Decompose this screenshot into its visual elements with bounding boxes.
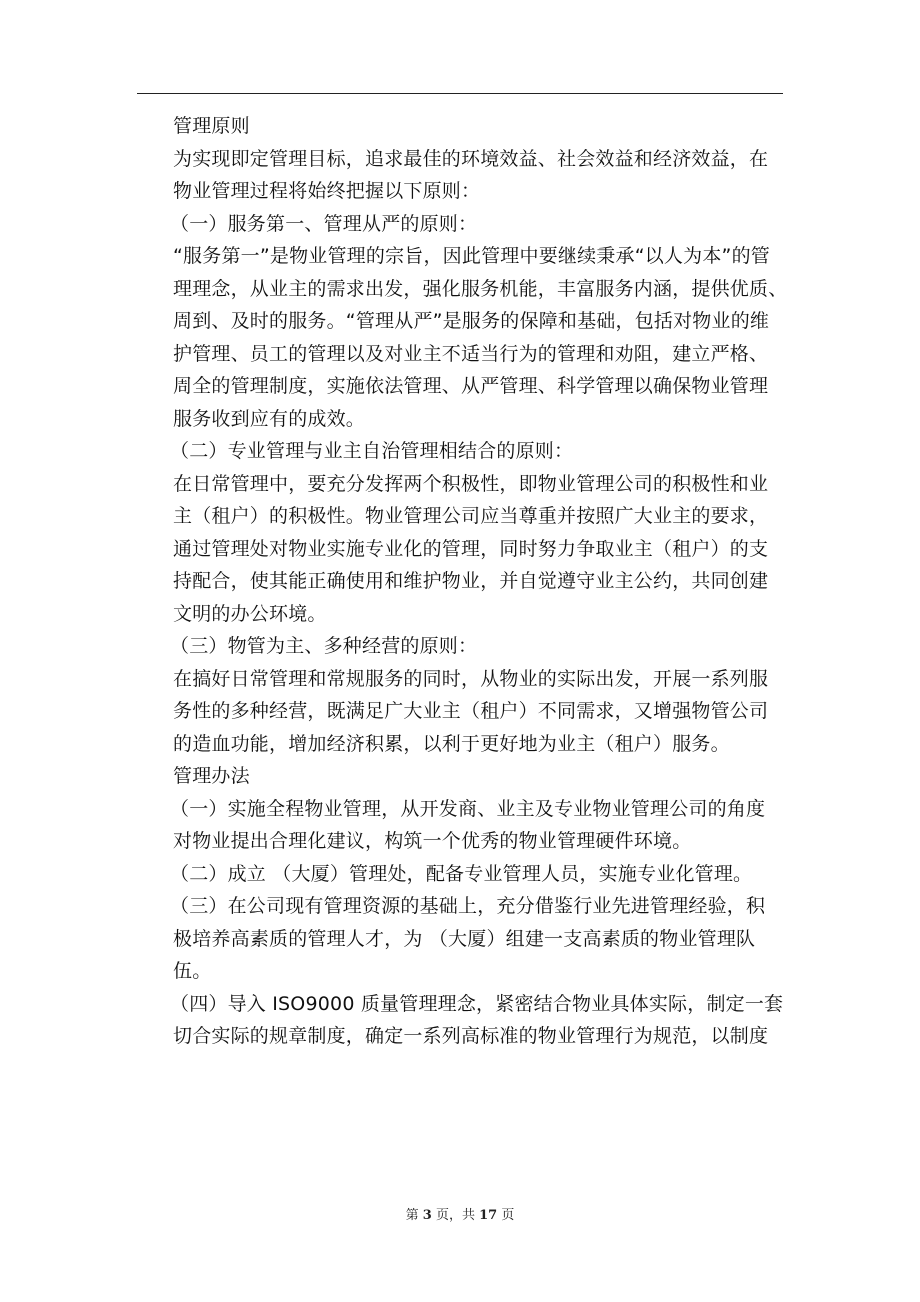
paragraph-line: 在日常管理中，要充分发挥两个积极性，即物业管理公司的积极性和业 xyxy=(173,472,769,495)
document-body xyxy=(170,110,788,1053)
footer-middle: 页，共 xyxy=(431,1208,480,1223)
paragraph-line: 在搞好日常管理和常规服务的同时，从物业的实际出发，开展一系列服 xyxy=(173,667,769,690)
paragraph-line: （四）导入 ISO9000 质量管理理念，紧密结合物业具体实际，制定一套 xyxy=(170,992,784,1015)
paragraph-line: 理理念，从业主的需求出发，强化服务机能，丰富服务内涵，提供优质、 xyxy=(173,277,788,300)
paragraph-line: 周全的管理制度，实施依法管理、从严管理、科学管理以确保物业管理 xyxy=(173,375,769,397)
paragraph-line: 文明的办公环境。 xyxy=(173,602,327,625)
subheading: （三）物管为主、多种经营的原则： xyxy=(170,635,478,657)
subheading: （二）专业管理与业主自治管理相结合的原则： xyxy=(170,440,574,462)
paragraph-line: （二）成立 （大厦）管理处，配备专业管理人员，实施专业化管理。 xyxy=(170,862,753,885)
section-heading: 管理办法 xyxy=(173,765,250,787)
current-page-number: 3 xyxy=(422,1208,432,1223)
footer-prefix: 第 xyxy=(405,1208,423,1223)
paragraph-line: 切合实际的规章制度，确定一系列高标准的物业管理行为规范，以制度 xyxy=(173,1025,769,1047)
paragraph-line: 护管理、员工的管理以及对业主不适当行为的管理和劝阻，建立严格、 xyxy=(173,342,769,365)
paragraph-line: 为实现即定管理目标，追求最佳的环境效益、社会效益和经济效益，在 xyxy=(173,147,769,170)
paragraph-line: 伍。 xyxy=(173,960,212,982)
total-pages-number: 17 xyxy=(479,1208,498,1223)
paragraph-line: “服务第一”是物业管理的宗旨，因此管理中要继续秉承“以人为本”的管 xyxy=(173,245,770,267)
header-rule xyxy=(137,93,783,94)
paragraph-line: 极培养高素质的管理人才，为 （大厦）组建一支高素质的物业管理队 xyxy=(173,927,756,950)
paragraph-line: 主（租户）的积极性。物业管理公司应当尊重并按照广大业主的要求， xyxy=(173,505,769,527)
subheading: （一）服务第一、管理从严的原则： xyxy=(170,212,478,235)
paragraph-line: 的造血功能，增加经济积累，以利于更好地为业主（租户）服务。 xyxy=(173,732,730,755)
paragraph-line: （一）实施全程物业管理，从开发商、业主及专业物业管理公司的角度 xyxy=(170,797,766,820)
footer-suffix: 页 xyxy=(497,1208,515,1223)
paragraph-line: 通过管理处对物业实施专业化的管理，同时努力争取业主（租户）的支 xyxy=(173,537,769,560)
paragraph-line: 服务收到应有的成效。 xyxy=(173,407,366,430)
page-footer xyxy=(0,1204,920,1223)
paragraph-line: （三）在公司现有管理资源的基础上，充分借鉴行业先进管理经验，积 xyxy=(170,895,766,917)
paragraph-line: 对物业提出合理化建议，构筑一个优秀的物业管理硬件环境。 xyxy=(173,830,692,852)
paragraph-line: 物业管理过程将始终把握以下原则： xyxy=(173,180,481,202)
section-heading: 管理原则 xyxy=(173,115,250,137)
paragraph-line: 持配合，使其能正确使用和维护物业，并自觉遵守业主公约，共同创建 xyxy=(173,570,769,592)
paragraph-line: 务性的多种经营，既满足广大业主（租户）不同需求，又增强物管公司 xyxy=(173,700,769,722)
paragraph-line: 周到、及时的服务。“管理从严”是服务的保障和基础，包括对物业的维 xyxy=(173,310,770,332)
